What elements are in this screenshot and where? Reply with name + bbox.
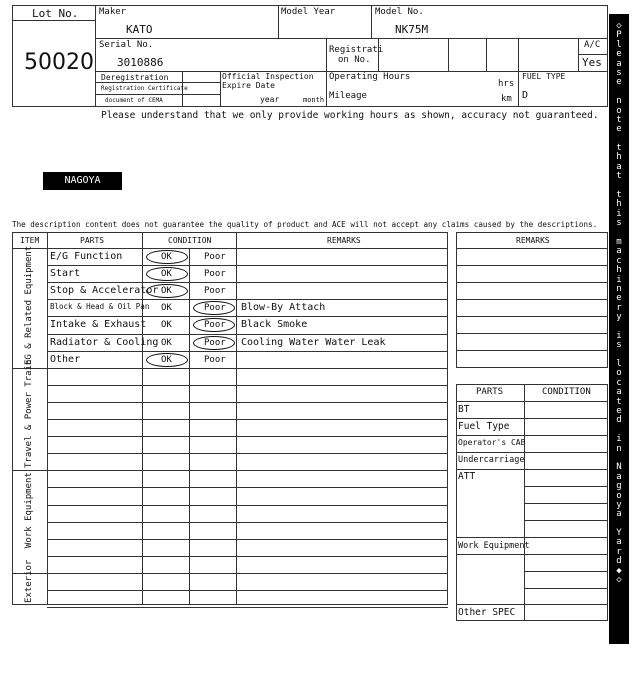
remark-row-line <box>456 299 608 300</box>
parts-row-label: Other SPEC <box>458 607 516 618</box>
condition-ok: OK <box>161 320 172 331</box>
right-condition-header: CONDITION <box>542 387 591 397</box>
hrs-label: hrs <box>498 79 515 89</box>
condition-ok: OK <box>161 252 172 262</box>
year-label: year <box>260 95 280 104</box>
ac-label: A/C <box>584 40 601 50</box>
notice-text: Please understand that we only provide working hours as shown, accuracy not guaranteed. <box>101 110 599 121</box>
header-item: ITEM <box>20 236 40 245</box>
remark-row-line <box>456 333 608 334</box>
condition-poor: Poor <box>204 303 226 314</box>
table-row-line <box>47 453 448 454</box>
parts-row-label: BT <box>458 404 470 415</box>
right-parts-header: PARTS <box>476 387 504 397</box>
table-row-line <box>47 316 448 317</box>
month-label: month <box>303 96 325 104</box>
condition-ok: OK <box>161 303 172 314</box>
lot-no-value: 50020 <box>24 50 94 75</box>
fuel-type-label: FUEL TYPE <box>522 72 566 81</box>
table-row-line <box>47 402 448 403</box>
maker-label: Maker <box>99 7 127 17</box>
cema-label: document of CEMA <box>105 97 163 104</box>
operating-hours-label: Operating Hours <box>329 72 411 82</box>
table-row-line <box>47 299 448 300</box>
remark-row-line <box>456 350 608 351</box>
parts-row-line <box>456 604 608 605</box>
table-row-line <box>47 419 448 420</box>
right-remarks-table <box>456 232 608 368</box>
section-exterior: Exterior <box>24 559 34 603</box>
serial-no-label: Serial No. <box>99 40 154 50</box>
parts-row-line <box>456 435 608 436</box>
condition-poor: Poor <box>204 269 226 280</box>
location-note-sidebar <box>609 14 629 644</box>
parts-row-line <box>456 452 608 453</box>
table-row-line <box>47 385 448 386</box>
km-label: km <box>501 94 512 104</box>
parts-row-line <box>524 486 608 487</box>
condition-poor: Poor <box>204 337 226 348</box>
eg-part-label: Start <box>50 268 81 280</box>
table-row-line <box>47 607 448 608</box>
disclaimer-text: The description content does not guarantee the quality of product and ACE will not accept any claims caused by the descriptions. <box>12 220 598 229</box>
parts-row-line <box>456 537 608 538</box>
parts-row-line <box>524 503 608 504</box>
eg-part-label: E/G Function <box>50 251 123 262</box>
table-row-line <box>47 436 448 437</box>
table-row-line <box>12 368 448 369</box>
parts-row-label: Operator's CAB <box>458 438 526 447</box>
condition-poor: Poor <box>204 286 226 297</box>
serial-no-value: 3010886 <box>117 56 164 69</box>
remark-row-line <box>456 282 608 283</box>
eg-remark: Black Smoke <box>241 319 308 331</box>
condition-poor: Poor <box>204 320 226 331</box>
eg-part-label: Intake & Exhaust <box>50 319 147 331</box>
registration-certificate-label: Registration Certificate <box>101 85 188 92</box>
eg-part-label: Block & Head & Oil Pan <box>50 302 150 312</box>
parts-row-line <box>524 588 608 589</box>
condition-ok: OK <box>161 286 172 297</box>
registration-label-1: Registrati <box>329 45 384 55</box>
location-badge: NAGOYA <box>43 172 122 190</box>
eg-remark: Cooling Water Water Leak <box>241 336 386 348</box>
remark-row-line <box>456 265 608 266</box>
parts-row-line <box>524 520 608 521</box>
remark-row-line <box>456 316 608 317</box>
registration-label-2: on No. <box>338 55 371 65</box>
table-row-line <box>47 590 448 591</box>
ac-value: Yes <box>582 56 602 69</box>
eg-remark: Blow-By Attach <box>241 302 326 314</box>
model-no-label: Model No. <box>375 7 424 17</box>
condition-poor: Poor <box>204 354 226 365</box>
parts-row-label: Fuel Type <box>458 421 510 432</box>
parts-row-line <box>456 469 608 470</box>
model-no-value: NK75M <box>395 23 429 36</box>
condition-selected-mark <box>146 353 188 367</box>
eg-part-label: Other <box>50 353 81 365</box>
lot-no-label: Lot No. <box>32 7 79 20</box>
table-row-line <box>47 334 448 335</box>
table-row-line <box>12 573 448 574</box>
table-row-line <box>47 282 448 283</box>
section-travel: Travel & Power Train <box>24 359 34 468</box>
parts-row-label: Work Equipment <box>458 541 530 551</box>
condition-ok: OK <box>161 354 172 365</box>
sidebar-note-text: ◇ P l e a s e n o t e t h a t t h i s m a c h i n e r y i s l o c a t e d i n N a g o y a Y a r d ◆ ◇ <box>616 21 622 586</box>
mileage-label: Mileage <box>329 91 367 101</box>
table-row-line <box>47 556 448 557</box>
deregistration-label: Deregistration <box>101 73 169 82</box>
condition-selected-mark <box>146 250 188 264</box>
header-remarks: REMARKS <box>327 236 361 245</box>
section-work: Work Equipment <box>24 472 34 548</box>
parts-row-line <box>456 418 608 419</box>
eg-part-label: Radiator & Cooling <box>50 336 159 348</box>
condition-selected-mark <box>146 267 188 281</box>
condition-selected-mark <box>193 336 235 350</box>
parts-row-label: Undercarriage <box>458 455 525 465</box>
condition-ok: OK <box>161 337 172 348</box>
table-row-line <box>12 470 448 471</box>
parts-row-line <box>524 571 608 572</box>
maker-value: KATO <box>126 23 153 36</box>
right-remarks-header: REMARKS <box>516 236 550 245</box>
table-row-line <box>47 351 448 352</box>
parts-row-line <box>456 554 608 555</box>
model-year-label: Model Year <box>281 7 336 17</box>
table-row-line <box>47 522 448 523</box>
table-row-line <box>47 505 448 506</box>
eg-part-label: Stop & Accelerator <box>50 285 159 297</box>
table-row-line <box>47 265 448 266</box>
table-row-line <box>47 487 448 488</box>
fuel-type-value: D <box>522 90 529 101</box>
inspection-label-2: Expire Date <box>222 81 275 90</box>
inspection-label-1: Official Inspection <box>222 72 314 81</box>
condition-poor: Poor <box>204 252 226 262</box>
header-condition: CONDITION <box>168 236 212 245</box>
condition-ok: OK <box>161 269 172 280</box>
parts-row-label: ATT <box>458 471 476 482</box>
header-parts: PARTS <box>80 236 105 245</box>
section-eg: EG & Related Equipment <box>24 245 34 365</box>
table-row-line <box>47 539 448 540</box>
